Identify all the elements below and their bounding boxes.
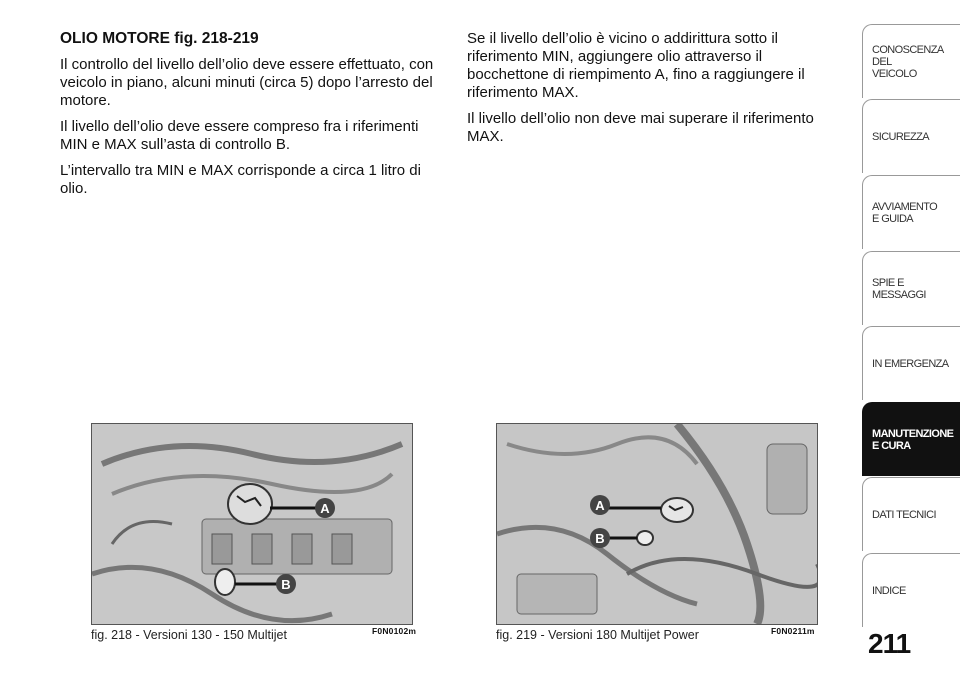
tab-dati-tecnici[interactable] [862, 477, 960, 551]
paragraph: Il livello dell’olio non deve mai superare il riferimento MAX. [467, 110, 814, 145]
tab-conoscenza-del-veicolo[interactable] [862, 24, 960, 98]
tab-label: INDICE [872, 584, 906, 597]
tab-sicurezza[interactable] [862, 99, 960, 173]
figure-code: F0N0211m [771, 626, 815, 636]
engine-illustration [497, 424, 817, 624]
page-number: 211 [868, 628, 911, 659]
callout-a-label: A [595, 498, 605, 513]
tab-in-emergenza[interactable] [862, 326, 960, 400]
paragraph: Il controllo del livello dell’olio deve essere effettuato, con veicolo in piano, alcuni minuti (circa 5) dopo l’arresto del motore. [60, 56, 434, 109]
figure-caption: fig. 219 - Versioni 180 Multijet Power [496, 628, 699, 642]
paragraph: Il livello dell’olio deve essere compreso fra i riferimenti MIN e MAX sull’asta di controllo B. [60, 118, 419, 153]
tab-label: CONOSCENZA DEL VEICOLO [872, 43, 944, 80]
section-heading: OLIO MOTORE fig. 218-219 [60, 30, 259, 47]
engine-illustration [92, 424, 412, 624]
tab-label: IN EMERGENZA [872, 357, 949, 370]
engine-figure-218 [91, 423, 413, 625]
engine-figure-219 [496, 423, 818, 625]
paragraph: L’intervallo tra MIN e MAX corrisponde a circa 1 litro di olio. [60, 162, 421, 197]
figure-caption: fig. 218 - Versioni 130 - 150 Multijet [91, 628, 287, 642]
callout-b-label: B [281, 577, 291, 592]
left-column [60, 30, 440, 206]
tab-label: MANUTENZIONE E CURA [872, 427, 954, 452]
tab-indice[interactable] [862, 553, 960, 627]
tab-label: SICUREZZA [872, 130, 929, 143]
right-column [467, 30, 837, 154]
tab-label: SPIE E MESSAGGI [872, 276, 926, 301]
tab-spie-e-messaggi[interactable] [862, 251, 960, 325]
paragraph: Se il livello dell’olio è vicino o addirittura sotto il riferimento MIN, aggiungere olio attraverso il bocchettone di riempimento A, fino a raggiungere il riferimento MAX. [467, 30, 805, 101]
callout-b-label: B [595, 531, 605, 546]
figure-code: F0N0102m [372, 626, 417, 636]
tab-label: DATI TECNICI [872, 508, 936, 521]
tab-manutenzione-e-cura[interactable] [862, 402, 960, 476]
tab-label: AVVIAMENTO E GUIDA [872, 200, 938, 225]
callout-a-label: A [320, 501, 330, 516]
tab-avviamento-e-guida[interactable] [862, 175, 960, 249]
